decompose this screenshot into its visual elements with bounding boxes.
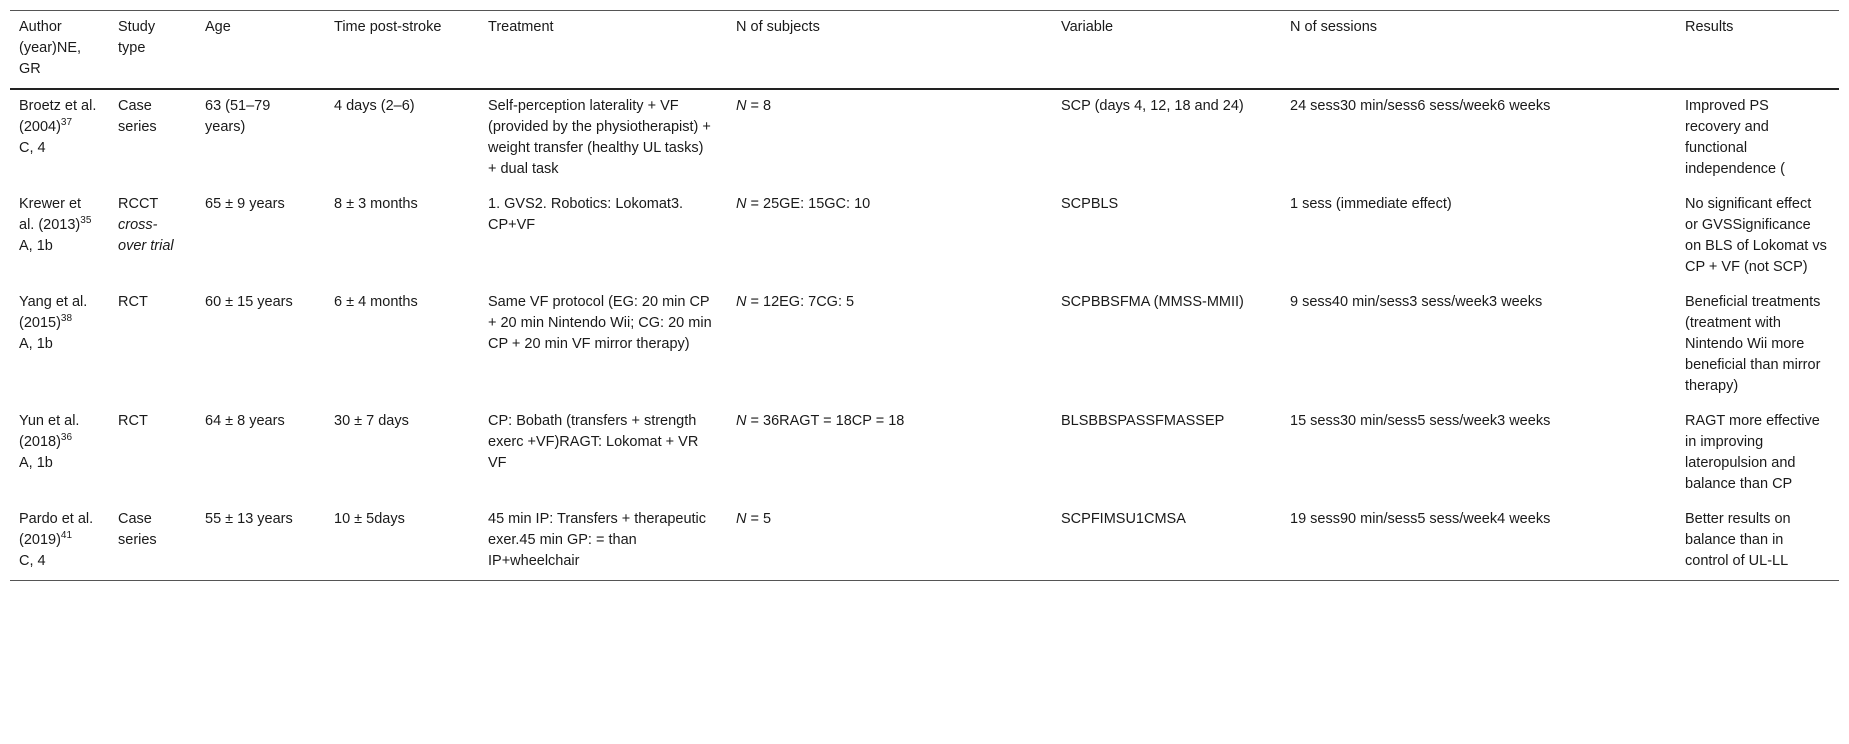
cell-age: 60 ± 15 years bbox=[205, 294, 293, 310]
reference-number: 35 bbox=[80, 215, 92, 227]
cell-time: 6 ± 4 months bbox=[334, 294, 418, 310]
table-row bbox=[10, 503, 1839, 581]
cell-time: 8 ± 3 months bbox=[334, 196, 418, 212]
header-time: Time post-stroke bbox=[334, 19, 442, 35]
table-row bbox=[10, 286, 1839, 405]
reference-number: 38 bbox=[60, 313, 73, 325]
cell-variable: BLSBBSPASSFMASSEP bbox=[1061, 413, 1225, 429]
cell-n-sessions: 9 sess40 min/sess3 sess/week3 weeks bbox=[1290, 294, 1543, 310]
header-age: Age bbox=[205, 19, 231, 35]
cell-n-sessions: 24 sess30 min/sess6 sess/week6 weeks bbox=[1290, 98, 1551, 114]
header-results: Results bbox=[1685, 19, 1734, 35]
cell-author: Yang et al. $(2015)^{38}$ A, 1b bbox=[19, 294, 88, 352]
cell-study-type: RCT bbox=[118, 294, 148, 310]
cell-study-type: RCT bbox=[118, 413, 148, 429]
cell-author: Broetz et al. $(2004)^{37}$ C, 4 bbox=[19, 98, 97, 156]
cell-time: 10 ± 5days bbox=[334, 511, 405, 527]
cell-age: 64 ± 8 years bbox=[205, 413, 285, 429]
studies-table bbox=[10, 10, 1839, 581]
cell-n-sessions: 19 sess90 min/sess5 sess/week4 weeks bbox=[1290, 511, 1551, 527]
header-variable: Variable bbox=[1061, 19, 1114, 35]
cell-treatment: 45 min IP: Transfers + therapeutic exer.45 min GP: = than IP+wheelchair bbox=[488, 511, 707, 569]
cell-results: Better results on balance than in control of UL-LL bbox=[1685, 511, 1791, 569]
table-row bbox=[10, 405, 1839, 503]
header-author: Author (year)NE, GR bbox=[19, 19, 82, 77]
cell-study-type: Case series bbox=[118, 98, 157, 135]
reference-number: 41 bbox=[60, 530, 73, 542]
cell-author: Krewer et al. $(2013)^{35}$ A, 1b bbox=[19, 196, 92, 254]
cell-results: No significant effect or GVSSignificance on BLS of Lokomat vs CP + VF (not SCP) bbox=[1685, 196, 1827, 275]
cell-age: 63 (51–79 years) bbox=[205, 98, 271, 135]
cell-treatment: 1. GVS2. Robotics: Lokomat3. CP+VF bbox=[488, 196, 684, 233]
cell-n-subjects: N = 36RAGT = 18CP = 18 bbox=[736, 413, 905, 429]
cell-study-type: RCCT cross-over trial bbox=[118, 196, 174, 254]
cell-author: Yun et al. $(2018)^{36}$ A, 1b bbox=[19, 413, 80, 471]
reference-number: 37 bbox=[60, 117, 73, 129]
table-container bbox=[10, 10, 1839, 581]
cell-results: Beneficial treatments (treatment with Nintendo Wii more beneficial than mirror therapy) bbox=[1685, 294, 1821, 394]
cell-time: 30 ± 7 days bbox=[334, 413, 409, 429]
cell-n-subjects: N = 25GE: 15GC: 10 bbox=[736, 196, 871, 212]
reference-number: 36 bbox=[60, 432, 73, 444]
cell-results: RAGT more effective in improving lateropulsion and balance than CP bbox=[1685, 413, 1820, 492]
cell-variable: SCPBBSFMA (MMSS-MMII) bbox=[1061, 294, 1244, 310]
cell-n-sessions: 1 sess (immediate effect) bbox=[1290, 196, 1452, 212]
header-n-sessions: N of sessions bbox=[1290, 19, 1378, 35]
cell-treatment: CP: Bobath (transfers + strength exerc +VF)RAGT: Lokomat + VR VF bbox=[488, 413, 699, 471]
cell-age: 65 ± 9 years bbox=[205, 196, 285, 212]
table-row bbox=[10, 188, 1839, 286]
cell-variable: SCPBLS bbox=[1061, 196, 1119, 212]
header-row bbox=[10, 11, 1839, 90]
cell-variable: SCPFIMSU1CMSA bbox=[1061, 511, 1186, 527]
cell-study-type: Case series bbox=[118, 511, 157, 548]
cell-n-subjects: N = 8 bbox=[736, 98, 772, 114]
table-row bbox=[10, 89, 1839, 188]
header-treatment: Treatment bbox=[488, 19, 554, 35]
cell-author: Pardo et al. $(2019)^{41}$ C, 4 bbox=[19, 511, 94, 569]
cell-variable: SCP (days 4, 12, 18 and 24) bbox=[1061, 98, 1244, 114]
cell-treatment: Same VF protocol (EG: 20 min CP + 20 min Nintendo Wii; CG: 20 min CP + 20 min VF mirror therapy) bbox=[488, 294, 712, 352]
cell-time: 4 days (2–6) bbox=[334, 98, 415, 114]
header-n-subjects: N of subjects bbox=[736, 19, 820, 35]
cell-treatment: Self-perception laterality + VF (provided by the physiotherapist) + weight transfer (healthy UL tasks) + dual task bbox=[488, 98, 711, 177]
cell-n-subjects: N = 12EG: 7CG: 5 bbox=[736, 294, 855, 310]
header-study-type: Study type bbox=[118, 19, 156, 56]
cell-n-subjects: N = 5 bbox=[736, 511, 772, 527]
cell-age: 55 ± 13 years bbox=[205, 511, 293, 527]
cell-results: Improved PS recovery and functional independence ( bbox=[1685, 98, 1785, 177]
cell-n-sessions: 15 sess30 min/sess5 sess/week3 weeks bbox=[1290, 413, 1551, 429]
